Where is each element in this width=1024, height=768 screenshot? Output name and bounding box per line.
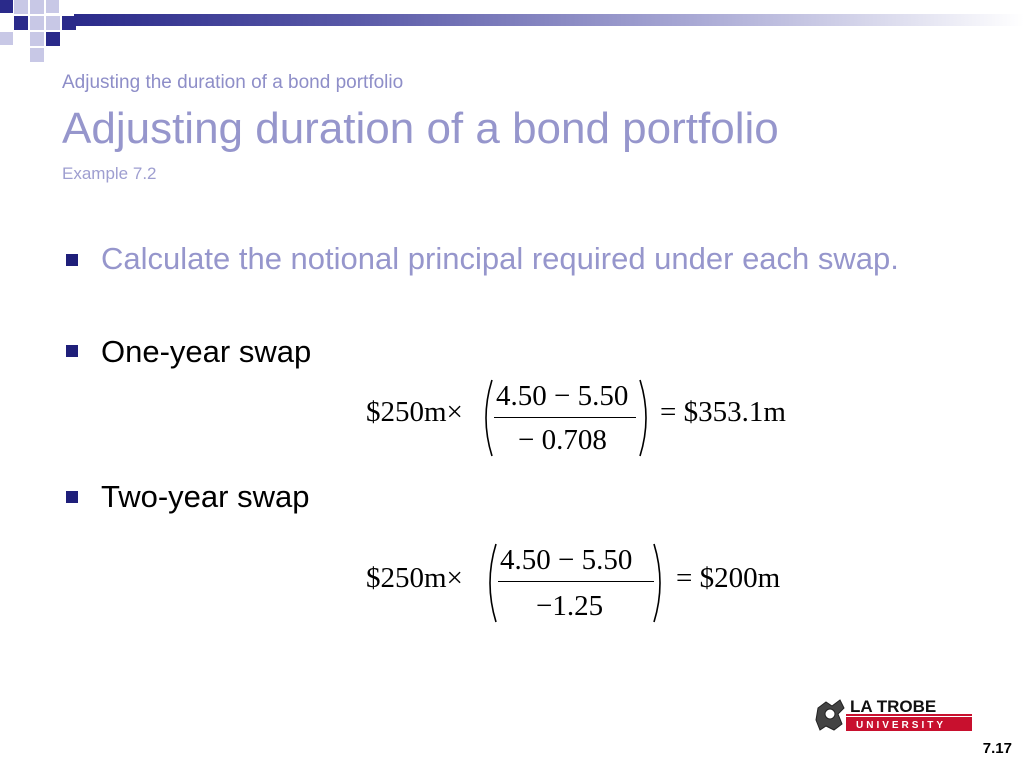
equation-lhs: $250m× xyxy=(366,562,463,594)
la-trobe-logo xyxy=(812,694,974,736)
decor-square xyxy=(30,0,44,14)
decor-square xyxy=(14,16,28,30)
bullet-text: Calculate the notional principal required under each swap. xyxy=(101,241,899,276)
equation-lhs: $250m× xyxy=(366,396,463,428)
right-paren-icon xyxy=(638,378,654,458)
left-paren-icon xyxy=(482,542,498,624)
bullet-icon xyxy=(66,345,78,357)
logo-line1: LA TROBE xyxy=(850,697,937,716)
example-label: Example 7.2 xyxy=(62,164,157,183)
decor-square xyxy=(0,32,13,45)
equation-numerator: 4.50 − 5.50 xyxy=(500,544,633,576)
fraction-line xyxy=(494,417,636,418)
bullet-text: Two-year swap xyxy=(101,479,310,514)
decor-square xyxy=(46,32,60,46)
equation-rhs: = $353.1m xyxy=(660,396,786,428)
left-paren-icon xyxy=(478,378,494,458)
decor-square xyxy=(30,32,44,46)
fraction-line xyxy=(498,581,654,582)
crest-icon xyxy=(812,694,974,736)
right-paren-icon xyxy=(652,542,668,624)
decor-square xyxy=(30,48,44,62)
logo-line2: UNIVERSITY xyxy=(856,720,947,731)
decor-square xyxy=(30,16,44,30)
decor-square xyxy=(14,0,28,14)
equation-rhs: = $200m xyxy=(676,562,781,594)
decor-square xyxy=(0,0,13,13)
slide-number: 7.17 xyxy=(982,740,1012,757)
decor-square xyxy=(46,0,59,13)
bullet-icon xyxy=(66,491,78,503)
slide-subtitle: Adjusting the duration of a bond portfolio xyxy=(62,72,404,93)
decor-square xyxy=(46,16,60,30)
equation-denominator: − 0.708 xyxy=(518,424,607,456)
slide-title: Adjusting duration of a bond portfolio xyxy=(62,104,779,153)
equation-numerator: 4.50 − 5.50 xyxy=(496,380,629,412)
header-gradient-bar xyxy=(74,14,1024,26)
equation-denominator: −1.25 xyxy=(536,590,604,622)
bullet-text: One-year swap xyxy=(101,334,312,369)
bullet-icon xyxy=(66,254,78,266)
